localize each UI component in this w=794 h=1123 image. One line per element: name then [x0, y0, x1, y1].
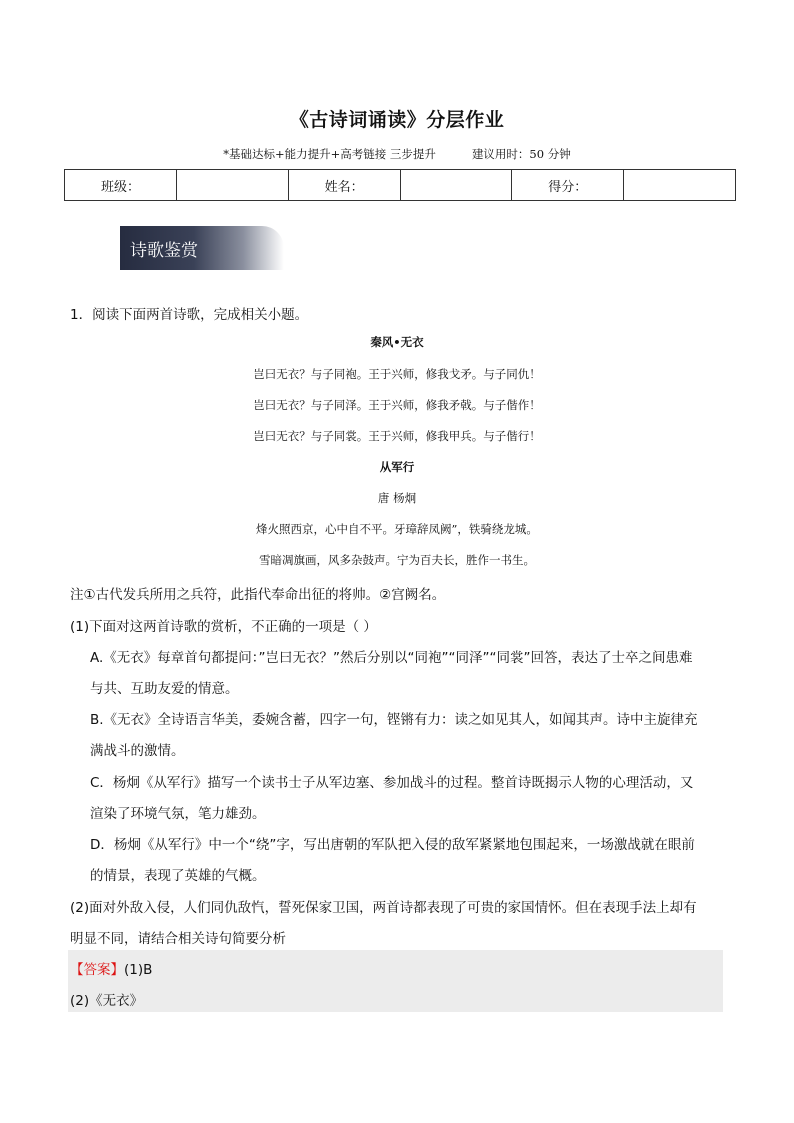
option-c[interactable]: C．杨炯《从军行》描写一个读书士子从军边塞、参加战斗的过程。整首诗既揭示人物的心理活动，又 [90, 775, 694, 791]
poem-note: 注①古代发兵所用之兵符，此指代奉命出征的将帅。②宫阙名。 [70, 587, 446, 603]
option-a-cont: 与共、互助友爱的情意。 [90, 681, 239, 697]
name-label: 姓名： [288, 170, 400, 201]
answer-box [68, 950, 723, 1012]
poem2-author: 唐 杨炯 [377, 491, 417, 505]
poem1-line: 岂曰无衣？与子同泽。王于兴师，修我矛戟。与子偕作！ [253, 398, 541, 412]
sub-question-2: (2)面对外敌入侵，人们同仇敌忾，誓死保家卫国，两首诗都表现了可贵的家国情怀。但在表现手法上却有 [70, 900, 697, 916]
page-subtitle [0, 146, 794, 162]
section-title: 诗歌鉴赏 [130, 241, 198, 261]
option-a[interactable]: A.《无衣》每章首句都提问：”岂曰无衣？”然后分别以“同袍”“同泽”“同裳”回答，表达了士卒之间患难 [90, 650, 693, 666]
sub-question-1: (1)下面对这两首诗歌的赏析，不正确的一项是（ ） [70, 619, 377, 635]
poem1-line: 岂曰无衣？与子同裳。王于兴师，修我甲兵。与子偕行！ [253, 429, 541, 443]
subtitle-steps: *基础达标+能力提升+高考链接 三步提升 [223, 147, 436, 161]
poem2-title: 从军行 [379, 460, 415, 474]
option-b[interactable]: B.《无衣》全诗语言华美，委婉含蓄，四字一句，铿锵有力：读之如见其人，如闻其声。诗中主旋律充 [90, 712, 698, 728]
page-title: 《古诗词诵读》分层作业 [289, 109, 505, 131]
poem2-line: 雪暗凋旗画，风多杂鼓声。宁为百夫长，胜作一书生。 [259, 553, 535, 567]
student-info-table [64, 169, 736, 201]
question-prompt: 1．阅读下面两首诗歌，完成相关小题。 [70, 307, 309, 323]
option-c-cont: 渲染了环境气氛，笔力雄劲。 [90, 806, 266, 822]
score-field[interactable] [624, 170, 736, 201]
answer-1: (1)B [124, 962, 153, 978]
class-field[interactable] [176, 170, 288, 201]
sub-question-2-cont: 明显不同，请结合相关诗句简要分析 [70, 931, 286, 947]
name-field[interactable] [400, 170, 512, 201]
option-b-cont: 满战斗的激情。 [90, 743, 185, 759]
option-d-cont: 的情景，表现了英雄的气概。 [90, 868, 266, 884]
poem1-line: 岂曰无衣？与子同袍。王于兴师，修我戈矛。与子同仇！ [253, 367, 541, 381]
answer-label: 【答案】 [70, 962, 124, 978]
poem2-line: 烽火照西京，心中自不平。牙璋辞凤阙”，铁骑绕龙城。 [256, 522, 538, 536]
answer-2: (2)《无衣》 [70, 993, 144, 1009]
poem1-title: 秦风•无衣 [370, 335, 424, 349]
section-banner [120, 226, 284, 270]
option-d[interactable]: D．杨炯《从军行》中一个“绕”字，写出唐朝的军队把入侵的敌军紧紧地包围起来，一场激战就在眼前 [90, 837, 695, 853]
score-label: 得分： [512, 170, 624, 201]
subtitle-time: 建议用时：50 分钟 [471, 147, 571, 161]
answer-line-1 [70, 958, 152, 978]
class-label: 班级： [65, 170, 177, 201]
